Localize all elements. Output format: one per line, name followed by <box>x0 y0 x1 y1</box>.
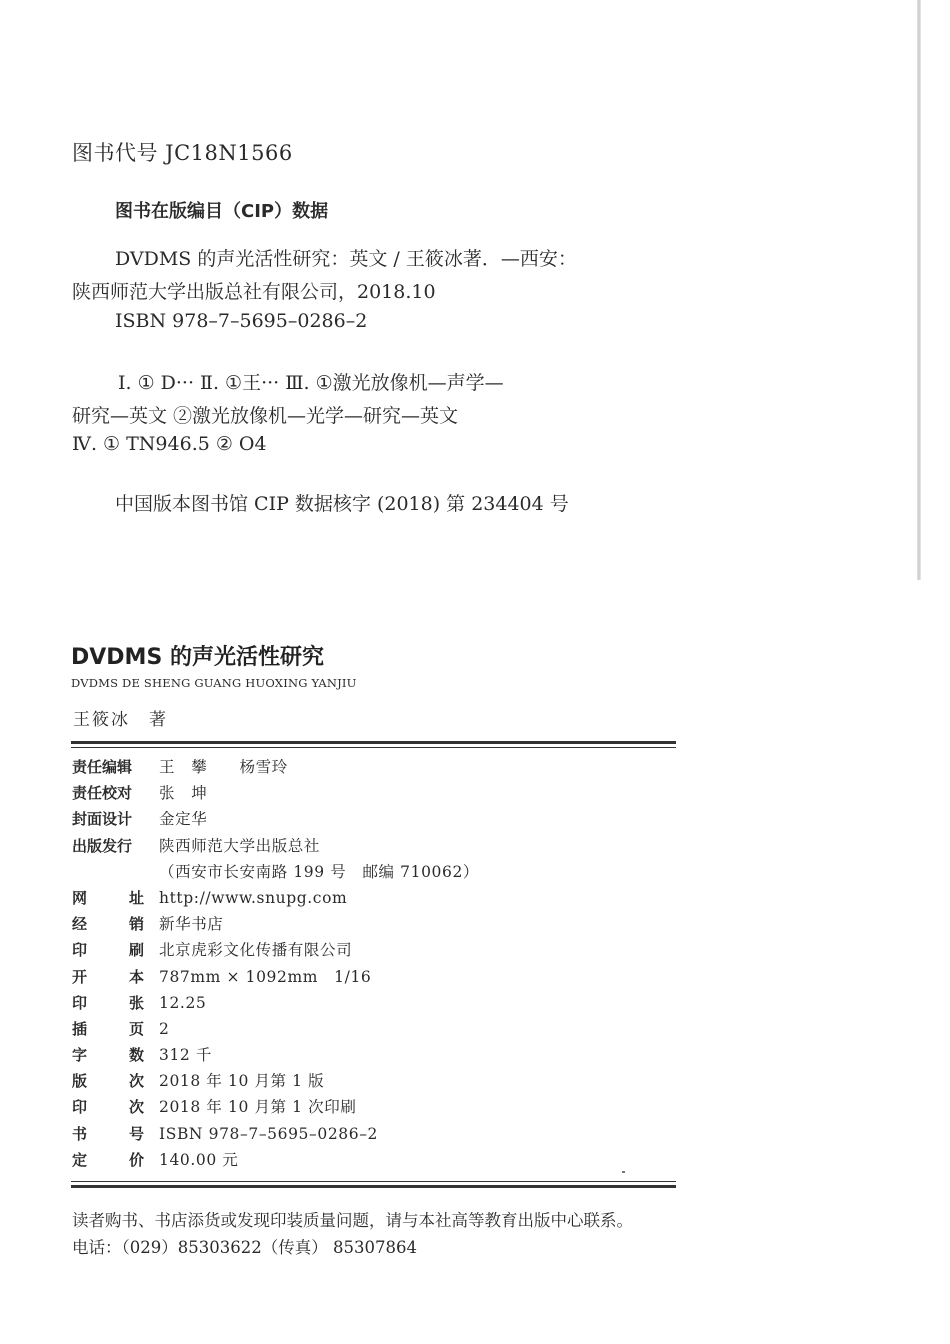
colophon-value: 2 <box>159 1019 170 1038</box>
colophon-row <box>72 1044 672 1070</box>
cip-line-isbn: ISBN 978–7–5695–0286–2 <box>115 310 368 332</box>
colophon-value: 787mm × 1092mm 1/16 <box>159 967 372 986</box>
book-author: 王筱冰 著 <box>73 710 168 730</box>
cip-line-classification-2: 研究—英文 ②激光放像机—光学—研究—英文 <box>72 405 459 427</box>
colophon-label: 网址 <box>72 888 144 907</box>
colophon-label: 字数 <box>72 1046 144 1065</box>
cip-line-2: 陕西师范大学出版总社有限公司，2018.10 <box>72 281 436 303</box>
colophon-value: ISBN 978–7–5695–0286–2 <box>159 1124 379 1143</box>
book-title: DVDMS 的声光活性研究 <box>71 645 324 670</box>
colophon-row <box>72 1070 672 1096</box>
divider-top-thin <box>71 747 676 748</box>
scan-page-edge <box>917 0 921 580</box>
colophon-value: 金定华 <box>159 810 208 829</box>
colophon-label: 插页 <box>72 1019 144 1038</box>
cip-line-1: DVDMS 的声光活性研究：英文 / 王筱冰著．—西安： <box>115 248 577 270</box>
colophon-row <box>72 913 672 939</box>
colophon-value: 新华书店 <box>159 915 224 934</box>
colophon-row <box>72 1149 672 1175</box>
colophon-label: 印张 <box>72 993 144 1012</box>
cip-heading: 图书在版编目（CIP）数据 <box>115 201 329 222</box>
colophon-value: 王 攀 杨雪玲 <box>159 758 288 776</box>
colophon-value: 12.25 <box>159 993 207 1012</box>
colophon-label: 定价 <box>72 1150 144 1169</box>
cip-line-classification-1: Ⅰ. ① D··· Ⅱ. ①王··· Ⅲ. ①激光放像机—声学— <box>118 372 504 394</box>
cip-line-record-number: 中国版本图书馆 CIP 数据核字 (2018) 第 234404 号 <box>115 493 569 515</box>
colophon-label: 书号 <box>72 1124 144 1143</box>
colophon-row <box>72 939 672 965</box>
colophon-label: 开本 <box>72 967 144 986</box>
colophon-value: http://www.snupg.com <box>159 888 348 907</box>
colophon-value: （西安市长安南路 199 号 邮编 710062） <box>159 862 480 881</box>
colophon-label: 印次 <box>72 1098 144 1117</box>
colophon-row <box>72 782 672 808</box>
cip-line-classification-3: Ⅳ. ① TN946.5 ② O4 <box>72 433 267 455</box>
colophon-value: 312 千 <box>159 1046 213 1065</box>
colophon-row <box>72 756 672 782</box>
colophon-label: 封面设计 <box>72 810 133 829</box>
colophon-label: 责任校对 <box>72 784 133 803</box>
colophon-label: 版次 <box>72 1072 144 1091</box>
colophon-value: 北京虎彩文化传播有限公司 <box>159 941 353 960</box>
colophon-value: 2018 年 10 月第 1 次印刷 <box>159 1098 357 1117</box>
colophon-label: 出版发行 <box>72 836 133 855</box>
colophon-label: 经销 <box>72 915 144 934</box>
colophon-table <box>72 756 672 1175</box>
colophon-value: 张 坤 <box>159 784 208 803</box>
divider-top-thick <box>71 741 676 744</box>
colophon-value: 陕西师范大学出版总社 <box>159 836 321 855</box>
colophon-row <box>72 966 672 992</box>
divider-bottom-thin <box>71 1181 676 1182</box>
colophon-value: 2018 年 10 月第 1 版 <box>159 1072 325 1091</box>
colophon-row <box>72 887 672 913</box>
book-title-pinyin: DVDMS DE SHENG GUANG HUOXING YANJIU <box>71 676 357 690</box>
colophon-row <box>72 1018 672 1044</box>
reader-notice: 读者购书、书店添货或发现印装质量问题，请与本社高等教育出版中心联系。 <box>72 1211 633 1230</box>
colophon-label: 印刷 <box>72 941 144 960</box>
colophon-row <box>72 861 672 887</box>
colophon-value: 140.00 元 <box>159 1150 239 1169</box>
divider-bottom-thick <box>71 1185 676 1188</box>
colophon-row <box>72 808 672 834</box>
colophon-row <box>72 835 672 861</box>
colophon-label: 责任编辑 <box>72 758 133 776</box>
contact-phone: 电话：（029）85303622（传真） 85307864 <box>72 1238 417 1257</box>
colophon-row <box>72 1123 672 1149</box>
scan-speck <box>622 1171 625 1173</box>
colophon-row <box>72 1096 672 1122</box>
colophon-row <box>72 992 672 1018</box>
book-code: 图书代号 JC18N1566 <box>72 141 293 165</box>
